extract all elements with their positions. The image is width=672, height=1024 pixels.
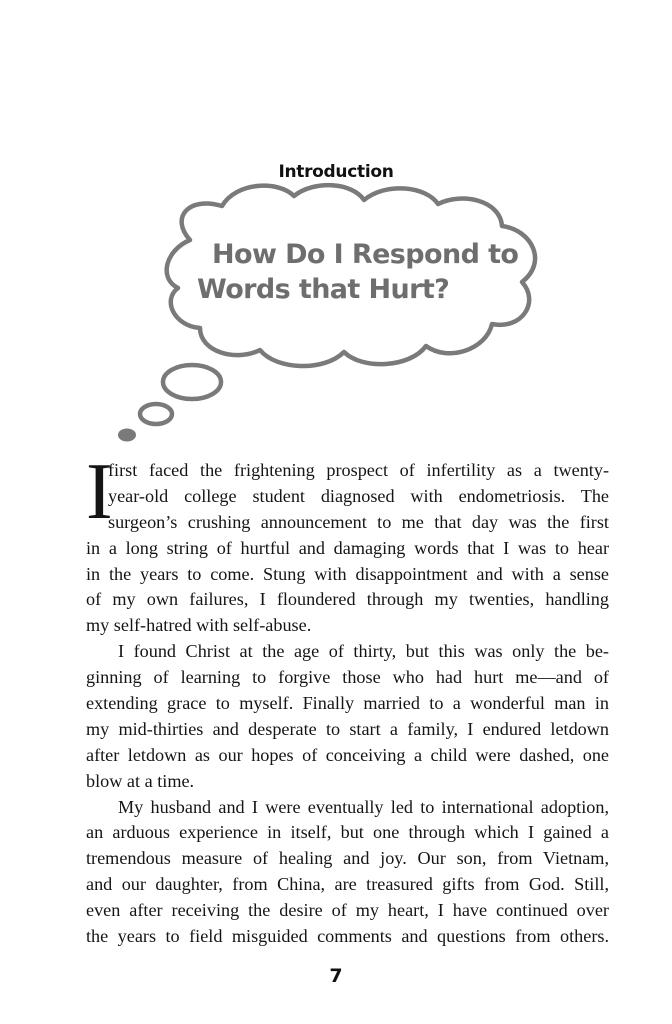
paragraph-1-line-6: of my own failures, I floundered through my twenties, handling <box>86 589 609 610</box>
paragraph-2-line-4: my mid-thirties and desperate to start a family, I endured letdown <box>86 718 609 739</box>
thought-dot-medium <box>140 404 172 424</box>
paragraph-2-line-2: ginning of learning to forgive those who had hurt me—and of <box>86 667 609 688</box>
thought-dot-small <box>119 430 135 441</box>
paragraph-3-line-1: My husband and I were eventually led to international adoption, <box>118 796 609 817</box>
paragraph-3-line-2: an arduous experience in itself, but one through which I gained a <box>86 822 609 843</box>
paragraph-3-line-4: and our daughter, from China, are treasured gifts from God. Still, <box>86 874 609 895</box>
drop-cap: I <box>86 448 113 536</box>
paragraph-1-line-3: surgeon’s crushing announcement to me that day was the first <box>108 511 609 532</box>
thought-dot-large <box>163 365 221 399</box>
body-text <box>86 458 609 950</box>
paragraph-2-line-6: blow at a time. <box>86 770 195 791</box>
paragraph-3-line-6: the years to field misguided comments and questions from others. <box>86 926 609 947</box>
thought-bubble-icon <box>0 0 672 460</box>
page-number: 7 <box>329 965 343 987</box>
paragraph-1-line-4: in a long string of hurtful and damaging words that I was to hear <box>86 537 609 558</box>
paragraph-3-line-3: tremendous measure of healing and joy. Our son, from Vietnam, <box>86 848 609 869</box>
paragraph-2-line-3: extending grace to myself. Finally married to a wonderful man in <box>86 693 609 714</box>
title-line-2: Words that Hurt? <box>197 274 450 305</box>
paragraph-1-line-5: in the years to come. Stung with disappointment and with a sense <box>86 563 609 584</box>
paragraph-1-line-7: my self-hatred with self-abuse. <box>86 615 312 636</box>
paragraph-3-line-5: even after receiving the desire of my heart, I have continued over <box>86 900 609 921</box>
paragraph-1-line-1: first faced the frightening prospect of infertility as a twenty- <box>108 460 609 480</box>
paragraph-2-line-1: I found Christ at the age of thirty, but this was only the be- <box>118 641 609 662</box>
title-line-1: How Do I Respond to <box>212 239 519 270</box>
paragraph-2-line-5: after letdown as our hopes of conceiving a child were dashed, one <box>86 744 609 765</box>
chapter-label: Introduction <box>278 162 394 182</box>
paragraph-1-line-2: year-old college student diagnosed with endometriosis. The <box>108 485 609 506</box>
